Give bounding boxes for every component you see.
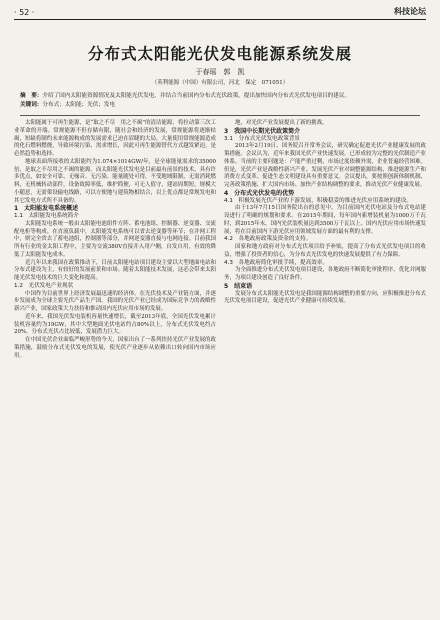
body-paragraph: 近几年以来我国在政策推动下，目前太阳能电站项目建设主要以大型地面电站和分布式建设为主，有较好的发展前景和市场。随着太阳能技术发展，这必会带来太阳能光伏发电技术的巨大变化和提高。 xyxy=(14,259,216,281)
body-paragraph: 发展分布式太阳能光伏发电是我国能源结构调整的重要方向，应积极推进分布式光伏发电项目建设，促进光伏产业健康可持续发展。 xyxy=(224,290,426,305)
article-title: 分布式太阳能光伏发电能源系统发展 xyxy=(87,45,352,63)
subsection-heading: 1.2 光伏发电产业现状 xyxy=(14,282,74,289)
article-authors: 于春瑶 郭 凯 xyxy=(195,68,245,76)
body-paragraph: 2013年2月19日，国务院召开常务会议，研究确定促进光伏产业健康发展的政策措施。会议认为，近年来我国光伏产业快速发展，已形成较为完整的光伏制造产业体系。当前的主要问题是：产能严重过剩，市场过度依赖外需，企业普遍经营困难。但是，光伏产业是战略性新兴产业。发展光伏产业对调整能源结构、推进能源生产和消费方式变革、促进生态文明建设具有重要意义。会议提出，要按照创新体制机制、完善政策措施、扩大国内市场、加快产业结构调整的要求，推动光伏产业健康发展。 xyxy=(224,143,426,188)
body-paragraph: 太阳能发电系统一般由太阳能电池组件方阵、蓄电池组、控制器、逆变器、交流配电柜等构成。在直流负载中，太阳能发电系统可以省去逆变器等环节；在并网工程中，则完全省去了蓄电池组，控制器等部分，并网逆变器直接与电网连接。目前我国所有行业的金太阳工程中，主要为交流380V直接并入用户侧，自发自用，有效的降低了太阳能发电成本。 xyxy=(14,220,216,258)
abstract-divider xyxy=(20,115,420,116)
body-paragraph: 太阳能属于可再生能源，是“取之不尽 用之不竭”的清洁能源，将拉动第三次工业革命的开端。常规能源不但存储有限，随社会和经济的发展，常规能源将逐渐枯竭，短缺将制约未来能源构成的发展需求已迫在眉睫的大局。大量使用常规能源造成的化石燃料燃烧，导致环境污染、需求增长，因此可再生能源替代方式越发紧迫，是必然趋势和选择。 xyxy=(14,120,216,157)
journal-section-name: 科技论坛 xyxy=(394,7,426,16)
body-columns xyxy=(14,120,426,360)
keywords-label: 关键词： xyxy=(20,102,43,108)
subsection-heading: 3.1 分布式光伏发电政策背景 xyxy=(224,135,301,142)
body-paragraph: 国家和地方政府对分布式光伏项目给予补贴，提高了分布式光伏发电项目的收益，增强了投资者的信心，为分布式光伏发电的快速发展提供了有力保障。 xyxy=(224,244,426,258)
subsection-heading: 4.3 各地政府简化审批手续，提高效率。 xyxy=(224,259,328,266)
page-header xyxy=(14,6,426,20)
abstract-label: 摘 要： xyxy=(20,93,43,99)
subsection-heading: 4.1 积极发展光伏产业的下游发展，积极稳妥的推进光伏应用系统的建设。 xyxy=(224,197,412,204)
right-column xyxy=(224,120,426,360)
body-paragraph: 在中国光伏企业面临严峻形势的今天，国家出台了一系列扶持光伏产业发展的政策措施，鼓励分布式光伏发电的发展，使光伏产业逐步从依赖出口转向国内市场应用。 xyxy=(14,337,216,359)
section-heading: 1 太阳能发电系统概述 xyxy=(14,205,79,213)
body-paragraph: 为全面推进分布式光伏发电项目建设，各地政府不断简化审批程序，优化并网服务，为项目建设创造了良好条件。 xyxy=(224,267,426,281)
page-number: · 52 · xyxy=(14,8,35,17)
keywords xyxy=(20,101,420,109)
left-column xyxy=(14,120,216,360)
body-paragraph: 中国作为目前世界上经济发展最迅速的经济体，在光伏技术及产业链方面，并逐步发展成为全球主要光伏产品生产国。我国的光伏产业已经成为国际竞争力的战略性新兴产业，国家政策大力扶持和推动国内光伏应用市场的发展。 xyxy=(14,290,216,312)
body-paragraph: 近年来，我国光伏发电装机容量快速增长，截至2013年底，全国光伏发电累计装机容量约为19GW，其中大型地面光伏电站约占80%以上，分布式光伏发电约占20%，分布式光伏占比较低，发展潜力巨大。 xyxy=(14,313,216,336)
subsection-heading: 1.1 太阳能发电系统简介 xyxy=(14,213,79,219)
section-heading: 5 结束语 xyxy=(224,282,253,290)
subsection-heading: 4.2 各地政府政策及资金的支持。 xyxy=(224,236,312,243)
abstract-text: 介绍了国内太阳能资源情况及太阳能光伏发电，并结合当前国内分布式光伏政策，提出加快国内分布式光伏发电项目的建议。 xyxy=(42,93,351,99)
abstract xyxy=(20,92,420,100)
body-paragraph: 地，对光伏产业发展提出了新的挑战。 xyxy=(235,120,328,126)
author-affiliation: （英利能源（中国）有限公司，河北 保定 071051） xyxy=(151,80,289,86)
body-paragraph: 地球表面所接收的太阳能约为1.074×1014GW/年，是全球能量需求的35000倍，是取之不尽用之不竭的能源。而太阳能光伏发电是目前最有前景的技术，具有许多优点，如安全可靠、无噪音、无污染、能量随处可得，不受地域限制，无需消耗燃料，无机械转动部件，设备故障率低，维护简便，可无人值守，建站周期短，规模大小随意，无需架设输电线路，可以方便地与建筑物相结合，以上优点都是常规发电和其它发电方式所不具备的。 xyxy=(14,158,216,204)
section-heading: 4 分布式光伏发电的优势 xyxy=(224,189,295,197)
keywords-text: 分布式；太阳能；光伏；发电 xyxy=(42,102,116,108)
body-paragraph: 由于13年7月15日国务院出台的意见中，为目前国内光伏电站及分布式电站建设进行了明确的规划和要求。在2015年期间，每年国内新增装机量为1000万千瓦时，到2015年末，国内光伏装机量达到3500万千瓦以上。国内光伏应用市场快速发展，将在目前国内下游光伏应用领域发展方面的最有利的支撑。 xyxy=(224,205,426,235)
section-heading: 3 我国中长期光伏政策简介 xyxy=(224,127,301,135)
